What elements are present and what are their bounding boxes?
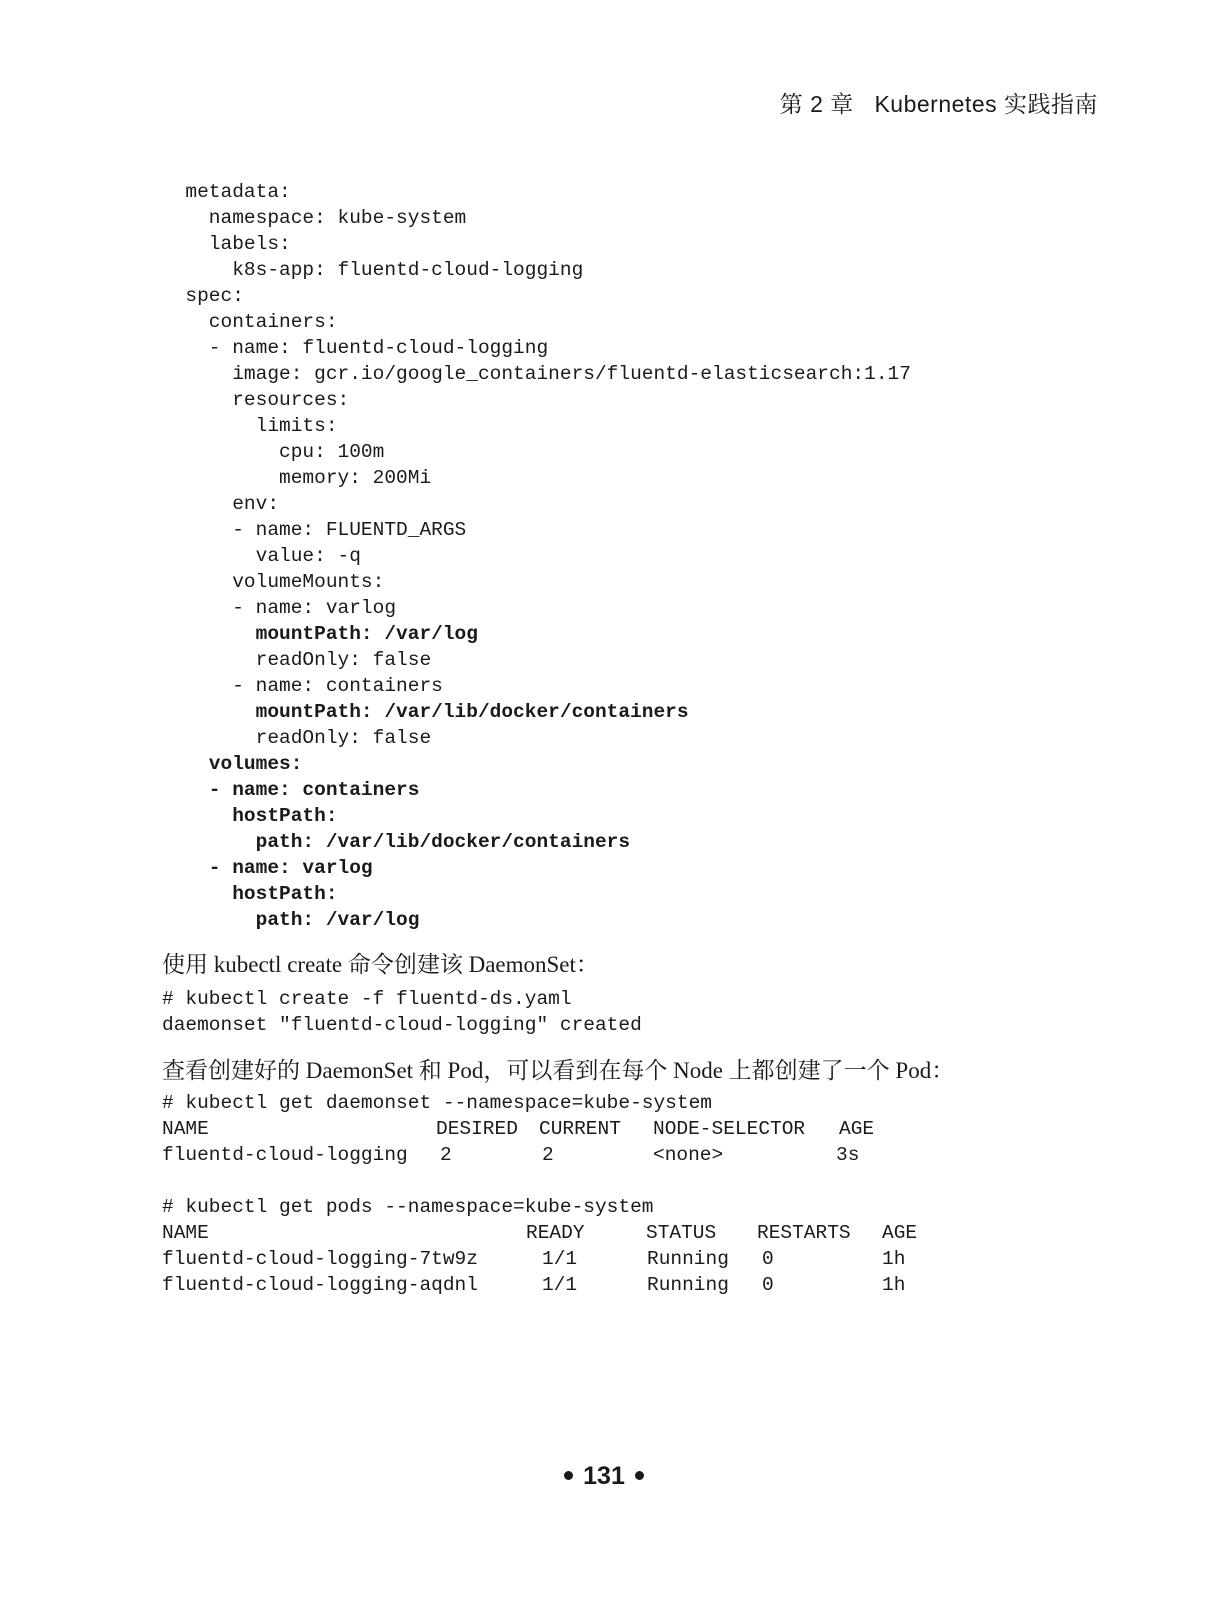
yaml-line: - name: varlog	[162, 597, 397, 619]
page-number-text: 131	[583, 1462, 625, 1490]
yaml-line: namespace: kube-system	[162, 207, 467, 229]
yaml-line: containers:	[162, 311, 338, 333]
yaml-line: - name: FLUENTD_ARGS	[162, 519, 467, 541]
yaml-code-block	[162, 179, 911, 933]
command-line: # kubectl get pods --namespace=kube-system	[162, 1196, 654, 1218]
yaml-line: k8s-app: fluentd-cloud-logging	[162, 259, 584, 281]
yaml-line: value: -q	[162, 545, 361, 567]
yaml-line: hostPath:	[162, 883, 338, 905]
code-line: daemonset "fluentd-cloud-logging" created	[162, 1014, 642, 1036]
yaml-line: volumeMounts:	[162, 571, 385, 593]
table-cell: 1/1	[542, 1274, 578, 1296]
yaml-line: readOnly: false	[162, 649, 432, 671]
create-command-block	[162, 986, 642, 1038]
table-cell: 1h	[882, 1274, 906, 1296]
col-header: AGE	[882, 1222, 918, 1244]
table-cell: fluentd-cloud-logging-7tw9z	[162, 1248, 478, 1270]
table-cell: <none>	[653, 1144, 724, 1166]
yaml-line: path: /var/lib/docker/containers	[162, 831, 631, 853]
yaml-line: image: gcr.io/google_containers/fluentd-elasticsearch:1.17	[162, 363, 911, 385]
yaml-line: readOnly: false	[162, 727, 432, 749]
yaml-line: spec:	[162, 285, 244, 307]
paragraph-view-pods: 查看创建好的 DaemonSet 和 Pod，可以看到在每个 Node 上都创建了一个 Pod：	[162, 1058, 955, 1083]
chapter-label: 第 2 章	[779, 91, 854, 117]
table-cell: fluentd-cloud-logging-aqdnl	[162, 1274, 478, 1296]
yaml-line: - name: containers	[162, 779, 420, 801]
table-cell: 0	[762, 1248, 774, 1270]
code-line: # kubectl create -f fluentd-ds.yaml	[162, 988, 572, 1010]
yaml-line: cpu: 100m	[162, 441, 385, 463]
col-header: NAME	[162, 1118, 209, 1140]
yaml-line: resources:	[162, 389, 350, 411]
col-header: RESTARTS	[757, 1222, 851, 1244]
bullet-icon	[635, 1471, 644, 1480]
table-cell: Running	[647, 1248, 729, 1270]
yaml-line: hostPath:	[162, 805, 338, 827]
page-number	[0, 1462, 1208, 1491]
table-cell: 2	[542, 1144, 554, 1166]
table-cell: 0	[762, 1274, 774, 1296]
col-header: AGE	[839, 1118, 875, 1140]
yaml-line: - name: varlog	[162, 857, 373, 879]
col-header: NODE-SELECTOR	[653, 1118, 806, 1140]
chapter-title: Kubernetes 实践指南	[874, 91, 1098, 117]
table-cell: 1h	[882, 1248, 906, 1270]
yaml-line: env:	[162, 493, 280, 515]
table-cell: 1/1	[542, 1248, 578, 1270]
yaml-line: metadata:	[162, 181, 291, 203]
table-cell: 2	[440, 1144, 452, 1166]
command-line: # kubectl get daemonset --namespace=kube-system	[162, 1092, 712, 1114]
bullet-icon	[564, 1471, 573, 1480]
yaml-line: mountPath: /var/log	[162, 623, 478, 645]
col-header: NAME	[162, 1222, 209, 1244]
col-header: READY	[526, 1222, 585, 1244]
yaml-line: volumes:	[162, 753, 303, 775]
table-cell: fluentd-cloud-logging	[162, 1144, 408, 1166]
yaml-line: - name: fluentd-cloud-logging	[162, 337, 549, 359]
yaml-line: path: /var/log	[162, 909, 420, 931]
yaml-line: - name: containers	[162, 675, 443, 697]
table-cell: 3s	[836, 1144, 860, 1166]
yaml-line: limits:	[162, 415, 338, 437]
running-header	[780, 86, 1098, 119]
table-cell: Running	[647, 1274, 729, 1296]
col-header: CURRENT	[539, 1118, 621, 1140]
col-header: DESIRED	[436, 1118, 518, 1140]
col-header: STATUS	[646, 1222, 717, 1244]
yaml-line: labels:	[162, 233, 291, 255]
yaml-line: memory: 200Mi	[162, 467, 432, 489]
paragraph-create-daemonset: 使用 kubectl create 命令创建该 DaemonSet：	[162, 952, 599, 977]
yaml-line: mountPath: /var/lib/docker/containers	[162, 701, 689, 723]
